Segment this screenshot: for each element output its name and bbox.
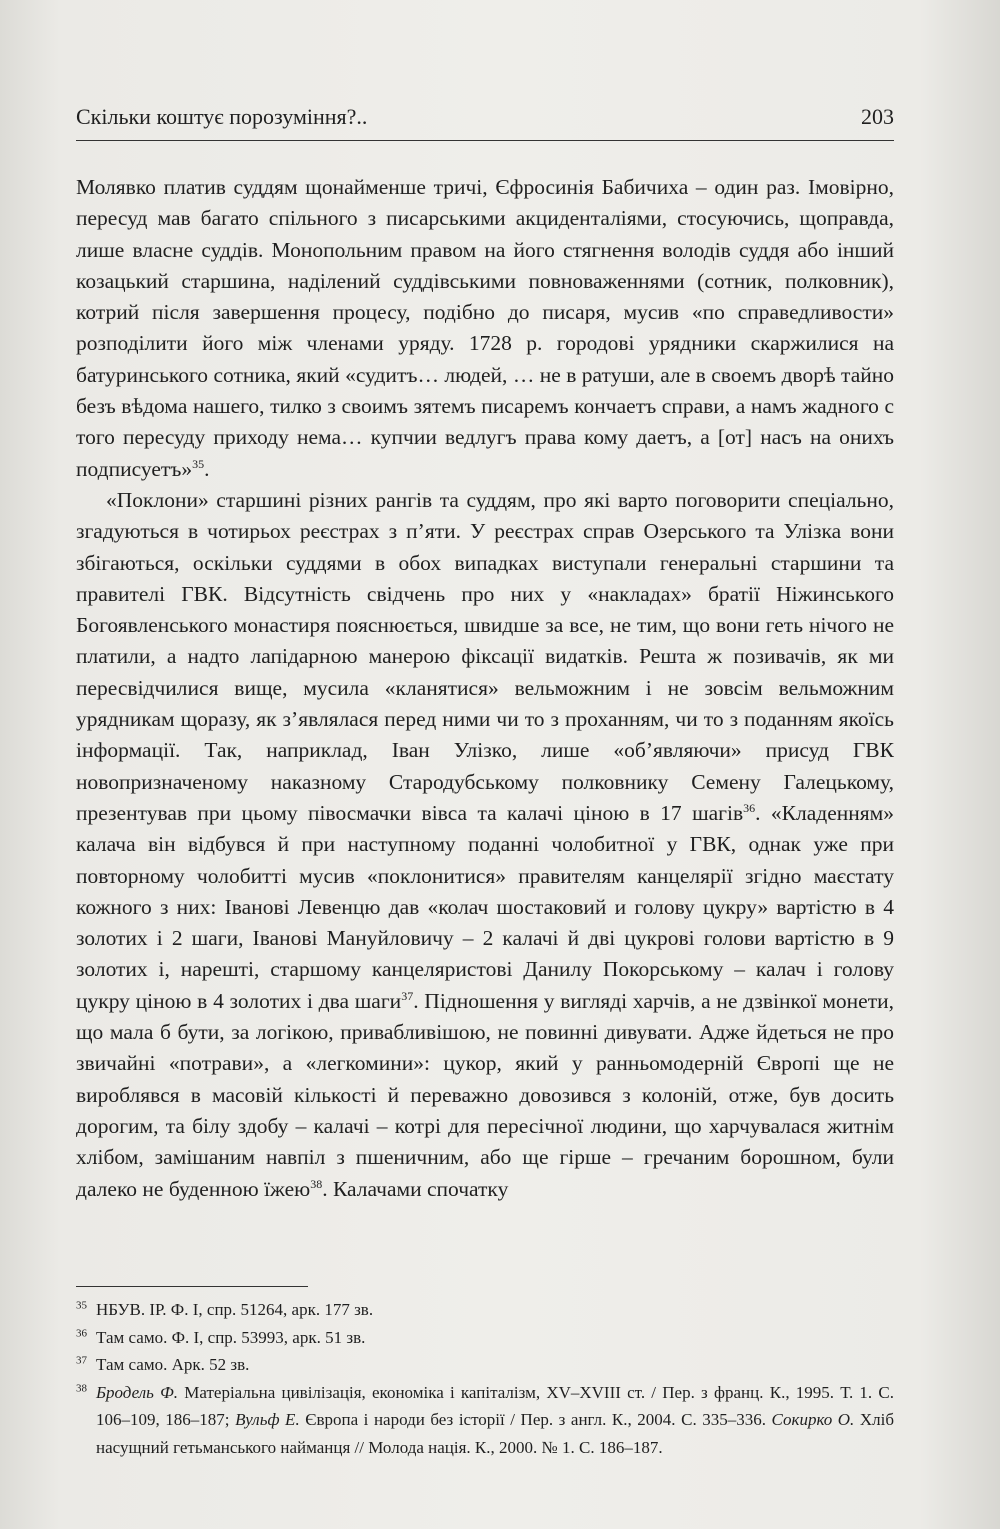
paragraph: «Поклони» старшині різних рангів та суддям, про які варто поговорити спеціально, згадуються в чотирьох реєстрах з п’яти. У реєстрах справ Озерського та Улізка вони збігаються, оскільки суддями в обох випадках виступали генеральні старшини та правителі ГВК. Відсутність свідчень про них у «накладах» братії Ніжинського Богоявленського монастиря пояснюється, швидше за все, не тим, що вони геть нічого не платили, а надто лапідарною манерою фіксації видатків. Решта ж позивачів, як ми пересвідчилися вище, мусила «кланятися» вельможним і не зовсім вельможним урядникам щоразу, як з’являлася перед ними чи то з проханням, чи то з поданням якоїсь інформації. Так, наприклад, Іван Улізко, лише «об’являючи» присуд ГВК новопризначеному наказному Стародубському полковнику Семену Галецькому, презентував при цьому півосмачки вівса та калачі ціною в 17 шагів$^{36}$. «Кладенням» калача він відбувся й при наступному поданні чолобитної у ГВК, однак уже при повторному чолобитті мусив «поклонитися» правителям канцелярії згідно маєстату кожного з них: Іванові Левенцю дав «колач шостаковий и голову цукру» вартістю в 4 золотих і 2 шаги, Іванові Мануйловичу – 2 калачі й дві цукрові голови вартістю в 9 золотих і, нарешті, старшому канцеляристові Данилу Покорському – калач і голову цукру ціною в 4 золотих і два шаги$^{37}$. Підношення у вигляді харчів, а не дзвінкої монети, що мала б бути, за логікою, привабливішою, не повинні дивувати. Адже йдеться не про звичайні «потрави», а «легкомини»: цукор, який у ранньомодерній Європі ще не вироблявся в масовій кількості й переважно довозився з колоній, отже, був досить дорогим, та білу здобу – калачі – котрі для пересічної людини, що харчувалася житнім хлібом, замішаним навпіл з пшеничним, або ще гірше – гречаним борошном, були далеко не буденною їжею$^{38}$. Калачами спочатку [76, 487, 894, 1201]
footnote: $^{38}$ Бродель Ф. Матеріальна цивілізація, економіка і капіталізм, XV–XVIII ст. / Пер. з франц. К., 1995. Т. 1. С. 106–109, 186–187; Вульф Е. Європа і народи без історії / Пер. з англ. К., 2004. С. 335–336. Сокирко О. Хліб насущний гетьманського найманця // Молода нація. К., 2000. № 1. С. 186–187. [76, 1381, 894, 1457]
footnote-ref: 38 [310, 1176, 323, 1191]
footnote-ref: 35 [192, 456, 205, 471]
main-text [76, 172, 894, 1205]
paragraph: Молявко платив суддям щонайменше тричі, Єфросинія Бабичиха – один раз. Імовірно, пересуд мав багато спільного з писарськими акциденталіями, стосуючись, щоправда, лише власне суддів. Монопольним правом на його стягнення володів суддя або інший козацький старшина, наділений суддівськими повноваженнями (сотник, полковник), котрий після завершення процесу, подібно до писаря, мусив «по справедливости» розподілити його між членами уряду. 1728 р. городові урядники скаржилися на батуринського сотника, який «судитъ… людей, … не в ратуши, але в своемъ дворѣ тайно безъ вѣдома нашего, тилко з своимъ зятемъ писаремъ кончаетъ справи, а намъ жадного с того пересуду приходу нема… купчии ведлугъ права кому даетъ, а [от] насъ на онихъ подписуетъ»$^{35}$. [76, 175, 894, 481]
footnote: $^{37}$ Там само. Арк. 52 зв. [76, 1354, 250, 1374]
running-head [76, 104, 894, 130]
footnote-rule [76, 1286, 308, 1287]
footnotes [76, 1296, 894, 1461]
footnote: $^{36}$ Там само. Ф. І, спр. 53993, арк. 51 зв. [76, 1326, 366, 1347]
footnote-ref: 37 [401, 988, 414, 1003]
footnote: $^{35}$ НБУВ. ІР. Ф. І, спр. 51264, арк. 177 зв. [76, 1299, 374, 1319]
running-title: Скільки коштує порозуміння?.. [76, 104, 368, 129]
page-number: 203 [861, 104, 894, 129]
footnote-ref: 36 [743, 800, 756, 815]
header-rule [76, 140, 894, 141]
